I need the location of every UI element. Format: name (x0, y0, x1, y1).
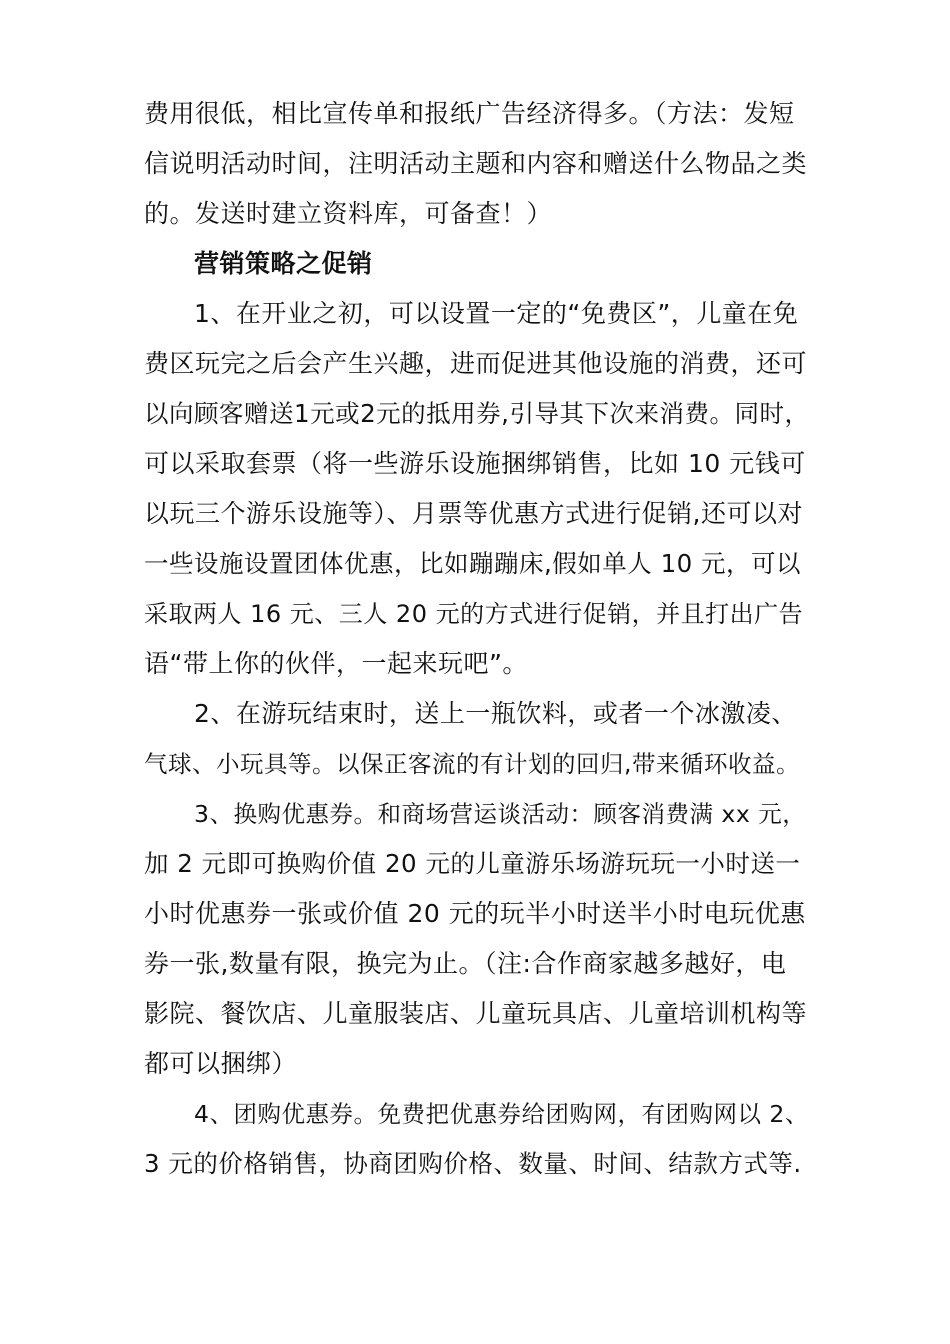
paragraph-line: 气球、小玩具等。以保正客流的有计划的回归,带来循环收益。 (144, 750, 800, 778)
paragraph-line: 以玩三个游乐设施等）、月票等优惠方式进行促销,还可以对 (144, 499, 803, 528)
paragraph-line: 采取两人 16 元、三人 20 元的方式进行促销，并且打出广告 (144, 600, 804, 628)
paragraph-line: 1、在开业之初，可以设置一定的“免费区”，儿童在免 (194, 299, 799, 328)
paragraph-line: 的。发送时建立资料库，可备查！） (144, 199, 553, 228)
paragraph-line: 小时优惠券一张或价值 20 元的玩半小时送半小时电玩优惠 (144, 899, 806, 928)
paragraph-line: 券一张,数量有限，换完为止。（注:合作商家越多越好，电 (144, 949, 787, 978)
paragraph-line: 3 元的价格销售，协商团购价格、数量、时间、结款方式等. (144, 1149, 802, 1178)
paragraph-line: 都可以捆绑） (144, 1049, 298, 1078)
paragraph-line: 语“带上你的伙伴，一起来玩吧”。 (144, 649, 528, 678)
paragraph-line: 可以采取套票（将一些游乐设施捆绑销售，比如 10 元钱可 (144, 449, 806, 478)
paragraph-line: 影院、餐饮店、儿童服装店、儿童玩具店、儿童培训机构等 (144, 999, 808, 1028)
paragraph-line: 3、换购优惠券。和商场营运谈活动：顾客消费满 xx 元， (194, 800, 807, 828)
paragraph-line: 2、在游玩结束时，送上一瓶饮料，或者一个冰激凌、 (194, 699, 797, 728)
paragraph-line: 费区玩完之后会产生兴趣，进而促进其他设施的消费，还可 (144, 349, 808, 378)
paragraph-line: 以向顾客赠送1元或2元的抵用券,引导其下次来消费。同时， (144, 399, 810, 428)
paragraph-line: 4、团购优惠券。免费把优惠券给团购网，有团购网以 2、 (194, 1100, 809, 1128)
paragraph-line: 信说明活动时间，注明活动主题和内容和赠送什么物品之类 (144, 149, 808, 178)
paragraph-line: 一些设施设置团体优惠，比如蹦蹦床,假如单人 10 元，可以 (144, 549, 802, 578)
paragraph-line: 费用很低，相比宣传单和报纸广告经济得多。（方法：发短 (144, 99, 795, 128)
paragraph-line: 加 2 元即可换购价值 20 元的儿童游乐场游玩玩一小时送一 (144, 849, 801, 878)
section-heading: 营销策略之促销 (194, 249, 373, 278)
